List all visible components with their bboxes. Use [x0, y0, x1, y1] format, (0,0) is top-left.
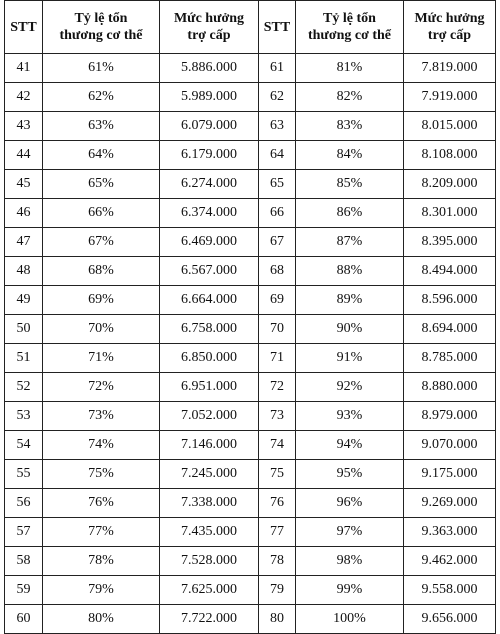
cell-benefit-amount: 7.528.000 [160, 547, 259, 576]
cell-benefit-amount: 6.469.000 [160, 228, 259, 257]
cell-benefit-amount: 6.850.000 [160, 344, 259, 373]
header-injury-rate-2 [296, 1, 404, 54]
cell-stt-2: 71 [259, 344, 296, 373]
header-benefit-line1: Mức hưởng [173, 11, 245, 26]
cell-stt-2: 62 [259, 83, 296, 112]
table-row [5, 257, 496, 286]
cell-benefit-amount: 7.338.000 [160, 489, 259, 518]
header-benefit-2 [404, 1, 496, 54]
cell-injury-rate-2: 82% [296, 83, 404, 112]
cell-injury-rate: 69% [43, 286, 160, 315]
cell-stt-2: 67 [259, 228, 296, 257]
table-row [5, 54, 496, 83]
cell-stt: 48 [5, 257, 43, 286]
table-row [5, 373, 496, 402]
cell-stt-2: 66 [259, 199, 296, 228]
cell-stt: 58 [5, 547, 43, 576]
cell-injury-rate-2: 92% [296, 373, 404, 402]
table-row [5, 286, 496, 315]
cell-benefit-amount-2: 7.919.000 [404, 83, 496, 112]
cell-stt-2: 65 [259, 170, 296, 199]
cell-injury-rate: 77% [43, 518, 160, 547]
table-row [5, 518, 496, 547]
table-body [5, 54, 496, 634]
cell-stt-2: 73 [259, 402, 296, 431]
cell-injury-rate: 74% [43, 431, 160, 460]
table-row [5, 431, 496, 460]
cell-injury-rate-2: 95% [296, 460, 404, 489]
cell-injury-rate-2: 88% [296, 257, 404, 286]
cell-stt-2: 79 [259, 576, 296, 605]
cell-stt-2: 78 [259, 547, 296, 576]
cell-benefit-amount-2: 8.301.000 [404, 199, 496, 228]
cell-benefit-amount-2: 8.979.000 [404, 402, 496, 431]
cell-injury-rate: 78% [43, 547, 160, 576]
cell-stt: 42 [5, 83, 43, 112]
cell-stt: 53 [5, 402, 43, 431]
cell-injury-rate-2: 86% [296, 199, 404, 228]
table-row [5, 315, 496, 344]
cell-benefit-amount-2: 9.462.000 [404, 547, 496, 576]
table-row [5, 547, 496, 576]
cell-benefit-amount-2: 8.015.000 [404, 112, 496, 141]
cell-benefit-amount: 7.245.000 [160, 460, 259, 489]
cell-benefit-amount: 7.146.000 [160, 431, 259, 460]
header-benefit [160, 1, 259, 54]
cell-stt: 52 [5, 373, 43, 402]
table-row [5, 83, 496, 112]
cell-injury-rate: 70% [43, 315, 160, 344]
cell-injury-rate: 62% [43, 83, 160, 112]
cell-injury-rate-2: 84% [296, 141, 404, 170]
header-stt-2: STT [259, 1, 296, 54]
cell-injury-rate-2: 97% [296, 518, 404, 547]
cell-benefit-amount: 6.951.000 [160, 373, 259, 402]
cell-stt: 56 [5, 489, 43, 518]
cell-injury-rate-2: 89% [296, 286, 404, 315]
cell-stt: 43 [5, 112, 43, 141]
cell-stt: 50 [5, 315, 43, 344]
cell-stt: 44 [5, 141, 43, 170]
table-header [5, 1, 496, 54]
table-row [5, 141, 496, 170]
cell-stt-2: 76 [259, 489, 296, 518]
cell-injury-rate-2: 96% [296, 489, 404, 518]
header-injury-rate [43, 1, 160, 54]
cell-benefit-amount: 6.374.000 [160, 199, 259, 228]
cell-injury-rate: 72% [43, 373, 160, 402]
header-benefit-2-line2: trợ cấp [427, 28, 472, 43]
cell-benefit-amount: 5.989.000 [160, 83, 259, 112]
cell-stt-2: 80 [259, 605, 296, 634]
cell-stt: 57 [5, 518, 43, 547]
header-benefit-line2: trợ cấp [187, 28, 231, 43]
cell-benefit-amount-2: 7.819.000 [404, 54, 496, 83]
table-row [5, 228, 496, 257]
cell-benefit-amount-2: 9.558.000 [404, 576, 496, 605]
cell-stt: 59 [5, 576, 43, 605]
cell-injury-rate-2: 83% [296, 112, 404, 141]
cell-stt-2: 68 [259, 257, 296, 286]
cell-injury-rate-2: 98% [296, 547, 404, 576]
cell-benefit-amount-2: 8.395.000 [404, 228, 496, 257]
cell-benefit-amount-2: 9.656.000 [404, 605, 496, 634]
table-row [5, 489, 496, 518]
cell-injury-rate: 73% [43, 402, 160, 431]
cell-injury-rate: 65% [43, 170, 160, 199]
cell-benefit-amount: 6.567.000 [160, 257, 259, 286]
cell-stt-2: 70 [259, 315, 296, 344]
cell-injury-rate: 79% [43, 576, 160, 605]
cell-benefit-amount: 6.274.000 [160, 170, 259, 199]
cell-stt-2: 77 [259, 518, 296, 547]
cell-benefit-amount: 7.722.000 [160, 605, 259, 634]
cell-benefit-amount-2: 9.175.000 [404, 460, 496, 489]
header-injury-rate-line2: thương cơ thể [59, 28, 143, 43]
cell-injury-rate-2: 91% [296, 344, 404, 373]
table-row [5, 344, 496, 373]
cell-stt: 47 [5, 228, 43, 257]
cell-injury-rate: 71% [43, 344, 160, 373]
cell-benefit-amount-2: 8.108.000 [404, 141, 496, 170]
header-row [5, 1, 496, 54]
cell-stt-2: 72 [259, 373, 296, 402]
cell-injury-rate: 68% [43, 257, 160, 286]
cell-injury-rate: 66% [43, 199, 160, 228]
header-injury-rate-2-line2: thương cơ thể [307, 28, 391, 43]
table-row [5, 112, 496, 141]
table-row [5, 199, 496, 228]
cell-benefit-amount-2: 8.880.000 [404, 373, 496, 402]
cell-injury-rate: 80% [43, 605, 160, 634]
cell-benefit-amount-2: 8.494.000 [404, 257, 496, 286]
header-stt: STT [5, 1, 43, 54]
cell-benefit-amount: 7.052.000 [160, 402, 259, 431]
cell-injury-rate: 75% [43, 460, 160, 489]
cell-benefit-amount: 6.758.000 [160, 315, 259, 344]
cell-stt: 51 [5, 344, 43, 373]
cell-benefit-amount: 6.664.000 [160, 286, 259, 315]
header-injury-rate-2-line1: Tỷ lệ tổn [323, 11, 376, 26]
cell-stt: 45 [5, 170, 43, 199]
cell-injury-rate-2: 85% [296, 170, 404, 199]
cell-stt-2: 61 [259, 54, 296, 83]
table-row [5, 170, 496, 199]
cell-benefit-amount: 6.179.000 [160, 141, 259, 170]
cell-injury-rate-2: 90% [296, 315, 404, 344]
cell-stt: 49 [5, 286, 43, 315]
table-row [5, 605, 496, 634]
cell-benefit-amount-2: 8.694.000 [404, 315, 496, 344]
cell-stt-2: 75 [259, 460, 296, 489]
cell-stt: 60 [5, 605, 43, 634]
cell-injury-rate-2: 99% [296, 576, 404, 605]
cell-benefit-amount-2: 8.209.000 [404, 170, 496, 199]
cell-stt: 55 [5, 460, 43, 489]
cell-injury-rate-2: 81% [296, 54, 404, 83]
cell-stt: 54 [5, 431, 43, 460]
cell-benefit-amount-2: 9.070.000 [404, 431, 496, 460]
benefit-table [4, 0, 496, 634]
cell-benefit-amount: 5.886.000 [160, 54, 259, 83]
cell-stt-2: 63 [259, 112, 296, 141]
table-row [5, 460, 496, 489]
cell-stt-2: 74 [259, 431, 296, 460]
cell-benefit-amount: 6.079.000 [160, 112, 259, 141]
cell-injury-rate: 64% [43, 141, 160, 170]
cell-stt-2: 69 [259, 286, 296, 315]
cell-injury-rate: 61% [43, 54, 160, 83]
cell-benefit-amount-2: 8.785.000 [404, 344, 496, 373]
cell-stt-2: 64 [259, 141, 296, 170]
cell-injury-rate: 63% [43, 112, 160, 141]
cell-stt: 41 [5, 54, 43, 83]
cell-injury-rate-2: 87% [296, 228, 404, 257]
cell-benefit-amount-2: 8.596.000 [404, 286, 496, 315]
header-benefit-2-line1: Mức hưởng [414, 11, 485, 26]
cell-benefit-amount: 7.435.000 [160, 518, 259, 547]
table-row [5, 402, 496, 431]
cell-injury-rate: 67% [43, 228, 160, 257]
cell-injury-rate: 76% [43, 489, 160, 518]
cell-injury-rate-2: 94% [296, 431, 404, 460]
cell-injury-rate-2: 93% [296, 402, 404, 431]
cell-benefit-amount: 7.625.000 [160, 576, 259, 605]
header-injury-rate-line1: Tỷ lệ tổn [74, 11, 128, 26]
cell-injury-rate-2: 100% [296, 605, 404, 634]
cell-benefit-amount-2: 9.269.000 [404, 489, 496, 518]
cell-benefit-amount-2: 9.363.000 [404, 518, 496, 547]
cell-stt: 46 [5, 199, 43, 228]
table-row [5, 576, 496, 605]
